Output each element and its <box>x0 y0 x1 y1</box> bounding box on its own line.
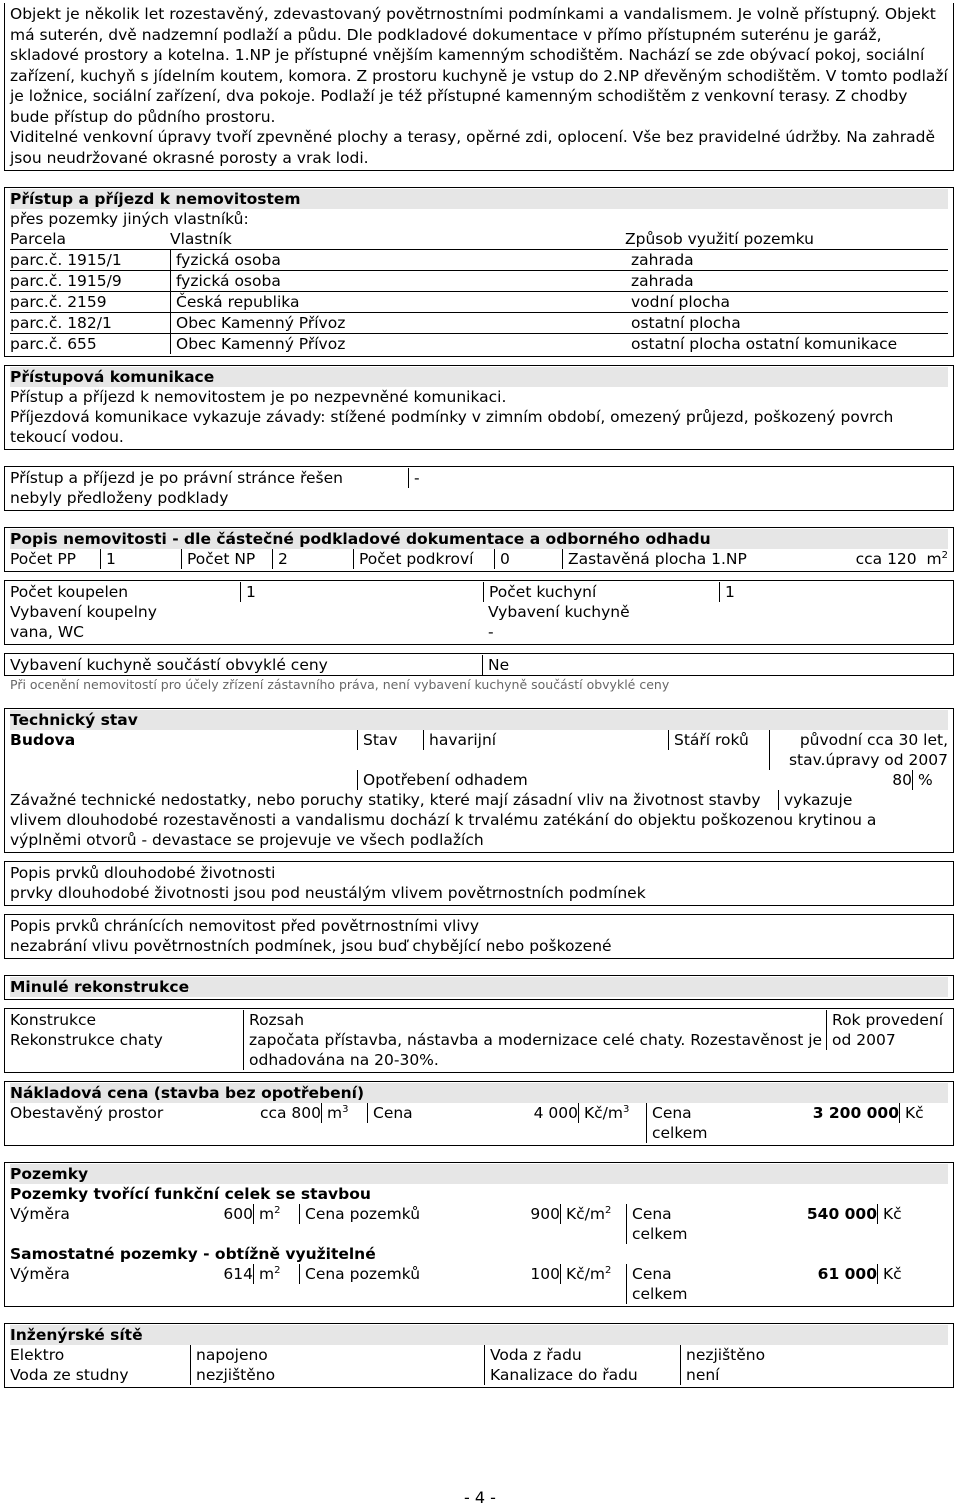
long-life-text: prvky dlouhodobé životnosti jsou pod neustálým vlivem povětrnostních podmínek <box>10 884 646 902</box>
land-total-label: Cena celkem <box>626 1204 727 1244</box>
page-number: - 4 - <box>464 1488 496 1507</box>
volume-unit: $m^3$ <box>321 1103 367 1123</box>
col-usage: Způsob využití pozemku <box>625 230 814 248</box>
kitchen-equipment-value: - <box>488 623 494 641</box>
col-year: Rok provedení <box>826 1010 943 1030</box>
road-line-1: Přístup a příjezd k nemovitostem je po nezpevněné komunikaci. <box>10 388 507 406</box>
access-title: Přístup a příjezd k nemovitostem <box>10 189 948 209</box>
usage-cell: ostatní plocha ostatní komunikace <box>631 335 898 353</box>
legal-section <box>4 466 954 511</box>
kitchen-count-label: Počet kuchyní <box>483 582 719 602</box>
utilities-title: Inženýrské sítě <box>10 1325 948 1345</box>
reconstruction-table <box>4 1008 954 1073</box>
cost-title: Nákladová cena (stavba bez opotřebení) <box>10 1083 948 1103</box>
land-price-unit: $Kč/m^2$ <box>560 1204 626 1224</box>
price-unit: $Kč/m^3$ <box>578 1103 646 1123</box>
owner-cell: fyzická osoba <box>170 271 631 291</box>
land-price-unit: $Kč/m^2$ <box>560 1264 626 1284</box>
land-area-value: 600 <box>223 1205 253 1223</box>
land-total-currency: Kč <box>877 1264 948 1284</box>
parcel-cell: parc.č. 2159 <box>10 293 107 311</box>
cost-section <box>4 1081 954 1146</box>
kitchen-price-note: Při ocenění nemovitostí pro účely zřízení zástavního práva, není vybavení kuchyně součástí obvyklé ceny <box>10 677 670 692</box>
protection-section <box>4 914 954 959</box>
land-area-unit: $m^2$ <box>253 1264 299 1284</box>
kitchen-price-value: Ne <box>482 655 509 675</box>
land-total-currency: Kč <box>877 1204 948 1224</box>
owner-cell: Obec Kamenný Přívoz <box>170 313 631 333</box>
utilities-section <box>4 1323 954 1388</box>
construction-cell: Rekonstrukce chaty <box>10 1031 163 1049</box>
land-area-label: Výměra <box>10 1265 70 1283</box>
road-title: Přístupová komunikace <box>10 367 948 387</box>
utility-value: není <box>680 1365 720 1385</box>
land-subtitle-1: Pozemky tvořící funkční celek se stavbou <box>10 1185 371 1203</box>
wear-unit: % <box>912 770 948 790</box>
np-value: 2 <box>272 549 353 569</box>
attic-label: Počet podkroví <box>353 549 494 569</box>
attic-value: 0 <box>494 549 562 569</box>
parcel-cell: parc.č. 655 <box>10 335 97 353</box>
total-value: 3 200 000 <box>812 1104 899 1122</box>
road-section <box>4 365 954 450</box>
kitchen-count-value: 1 <box>719 582 735 602</box>
utility-value: napojeno <box>190 1345 484 1365</box>
land-price-value: 900 <box>530 1205 560 1223</box>
table-row <box>10 1365 948 1385</box>
protection-text: nezabrání vlivu povětrnostních podmínek, jsou buď chybějící nebo poškozené <box>10 937 612 955</box>
kitchen-price-section <box>4 653 954 676</box>
usage-cell: zahrada <box>631 251 694 269</box>
year-cell: od 2007 <box>826 1030 896 1050</box>
volume-value: cca 800 <box>259 1104 321 1122</box>
land-price-label: Cena pozemků <box>299 1264 425 1284</box>
road-line-2: Příjezdová komunikace vykazuje závady: stížené podmínky v zimním období, omezený průjezd, poškozený povrch tekoucí vodou. <box>10 408 894 446</box>
age-value: původní cca 30 let, stav.úpravy od 2007 <box>769 730 948 770</box>
document-page <box>4 3 954 1388</box>
utility-label: Elektro <box>10 1346 65 1364</box>
owner-cell: Česká republika <box>170 292 631 312</box>
bath-count-value: 1 <box>240 582 483 602</box>
utility-value: nezjištěno <box>680 1345 765 1365</box>
table-row <box>10 334 948 354</box>
long-life-label: Popis prvků dlouhodobé životnosti <box>10 864 276 882</box>
land-title: Pozemky <box>10 1164 948 1184</box>
volume-label: Obestavěný prostor <box>10 1104 164 1122</box>
parcel-cell: parc.č. 1915/1 <box>10 251 122 269</box>
intro-text: Objekt je několik let rozestavěný, zdevastovaný povětrnostními podmínkami a vandalismem. Je volně přístupný. Objekt má suterén, dvě nadzemní podlaží a půdu. Dle podkladové dokumentace v přímo přístupném suterénu je garáž, skladové prostory a kotelna. 1.NP je přístupné vnějším kamenným schodištěm. Nachází se zde obývací pokoj, sociální zařízení, kuchyň s jídelním koutem, komora. Z prostoru kuchyně je vstup do 2.NP dřevěným schodištěm. V tomto podlaží je ložnice, sociální zařízení, dva pokoje. Podlaží je též přístupné kamenným schodištěm z venkovní terasy. Z chodby bude přístup do půdního prostoru. <box>10 5 948 126</box>
usage-cell: zahrada <box>631 272 694 290</box>
state-value: havarijní <box>423 730 668 750</box>
rooms-section <box>4 580 954 645</box>
table-row <box>10 313 948 334</box>
col-owner: Vlastník <box>170 230 232 248</box>
price-value: 4 000 <box>533 1104 578 1122</box>
technical-title: Technický stav <box>10 710 948 730</box>
price-label: Cena <box>367 1103 413 1123</box>
utility-label: Kanalizace do řadu <box>484 1365 680 1385</box>
table-row <box>10 271 948 292</box>
access-table-header <box>10 229 948 250</box>
parcel-cell: parc.č. 182/1 <box>10 314 112 332</box>
bath-equipment-value: vana, WC <box>10 623 84 641</box>
intro-box <box>4 3 954 171</box>
land-total-value: 540 000 <box>806 1205 877 1223</box>
utility-label: Voda ze studny <box>10 1366 129 1384</box>
scope-cell: započata přístavba, nástavba a modernizace celé chaty. Rozestavěnost je odhadována na 20-30%. <box>243 1030 826 1070</box>
defects-value: vykazuje <box>778 790 852 810</box>
wear-label: Opotřebení odhadem <box>357 770 872 790</box>
wear-value: 80 <box>892 771 912 789</box>
long-life-section <box>4 861 954 906</box>
access-section <box>4 187 954 357</box>
age-label: Stáří roků <box>668 730 769 750</box>
land-total-value: 61 000 <box>817 1265 877 1283</box>
owner-cell: fyzická osoba <box>170 250 631 270</box>
built-area-value: cca 120 $m^2$ <box>855 549 948 568</box>
legal-note: nebyly předloženy podklady <box>10 489 229 507</box>
usage-cell: vodní plocha <box>631 293 731 311</box>
table-row <box>10 1345 948 1365</box>
bath-equipment-label: Vybavení koupelny <box>10 603 157 621</box>
pp-value: 1 <box>100 549 181 569</box>
utility-value: nezjištěno <box>190 1365 484 1385</box>
utility-label: Voda z řadu <box>484 1345 680 1365</box>
total-currency: Kč <box>899 1103 948 1123</box>
col-construction: Konstrukce <box>10 1011 97 1029</box>
total-label: Cena celkem <box>646 1103 747 1143</box>
kitchen-equipment-label: Vybavení kuchyně <box>488 603 630 621</box>
land-subtitle-2: Samostatné pozemky - obtížně využitelné <box>10 1245 376 1263</box>
description-title: Popis nemovitosti - dle částečné podkladové dokumentace a odborného odhadu <box>10 529 948 549</box>
table-row <box>10 1030 948 1070</box>
legal-value: - <box>408 468 420 488</box>
building-label: Budova <box>10 731 76 749</box>
col-scope: Rozsah <box>243 1010 826 1030</box>
technical-section <box>4 708 954 853</box>
reconstruction-section <box>4 975 954 1000</box>
col-parcel: Parcela <box>10 230 67 248</box>
np-label: Počet NP <box>181 549 272 569</box>
table-row <box>10 250 948 271</box>
pp-label: Počet PP <box>10 550 77 568</box>
parcel-cell: parc.č. 1915/9 <box>10 272 122 290</box>
access-via: přes pozemky jiných vlastníků: <box>10 210 249 228</box>
reconstruction-title: Minulé rekonstrukce <box>10 977 948 997</box>
table-row <box>10 292 948 313</box>
bath-count-label: Počet koupelen <box>10 583 129 601</box>
land-area-value: 614 <box>223 1265 253 1283</box>
land-price-value: 100 <box>530 1265 560 1283</box>
kitchen-price-label: Vybavení kuchyně součástí obvyklé ceny <box>10 656 328 674</box>
land-section <box>4 1162 954 1307</box>
defects-label: Závažné technické nedostatky, nebo poruchy statiky, které mají zásadní vliv na životnost stavby <box>10 791 761 809</box>
protection-label: Popis prvků chránících nemovitost před povětrnostními vlivy <box>10 917 480 935</box>
land-area-label: Výměra <box>10 1205 70 1223</box>
intro-text-exterior: Viditelné venkovní úpravy tvoří zpevněné plochy a terasy, opěrné zdi, oplocení. Vše bez pravidelné údržby. Na zahradě jsou neudržované okrasné porosty a vrak lodi. <box>10 128 935 167</box>
defects-text: vlivem dlouhodobé rozestavěnosti a vandalismu dochází k trvalému zatékání do objektu poškozenou krytinou a výplněmi otvorů - devastace se projevuje ve všech podlažích <box>10 811 877 849</box>
land-area-unit: $m^2$ <box>253 1204 299 1224</box>
built-area-label: Zastavěná plocha 1.NP <box>562 549 748 569</box>
legal-label: Přístup a příjezd je po právní stránce řešen <box>10 469 343 487</box>
usage-cell: ostatní plocha <box>631 314 741 332</box>
description-section <box>4 527 954 572</box>
owner-cell: Obec Kamenný Přívoz <box>170 334 631 354</box>
state-label: Stav <box>357 730 423 750</box>
land-total-label: Cena celkem <box>626 1264 727 1304</box>
land-price-label: Cena pozemků <box>299 1204 425 1224</box>
